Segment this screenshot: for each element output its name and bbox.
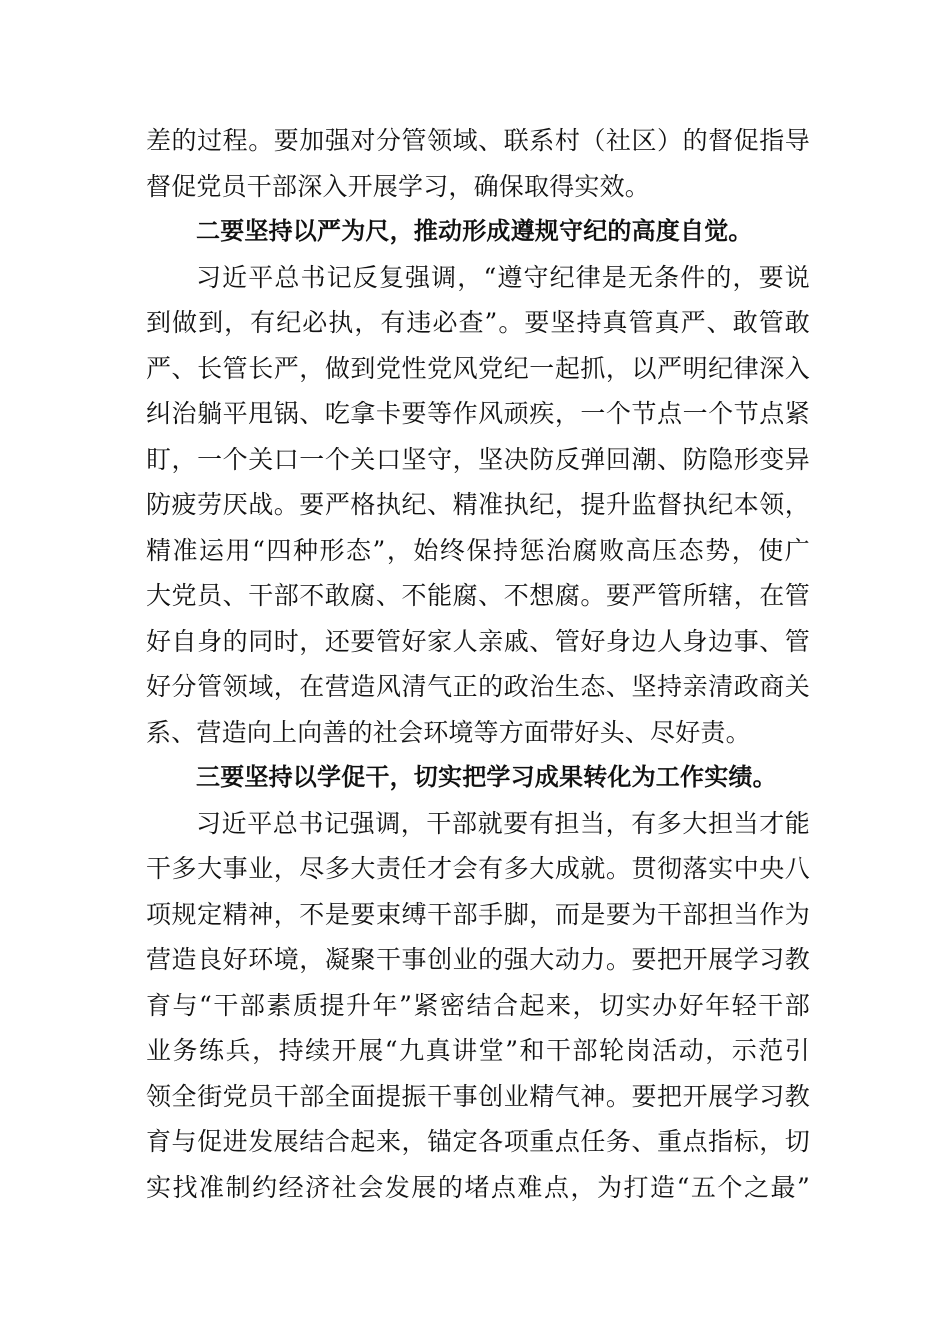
text-line: 领全街党员干部全面提振干事创业精气神。要把开展学习教 — [146, 1081, 810, 1111]
text-line: 好自身的同时，还要管好家人亲戚、管好身边人身边事、管 — [146, 626, 810, 656]
text-line: 育与“干部素质提升年”紧密结合起来，切实办好年轻干部 — [146, 990, 810, 1020]
paragraph-discipline — [146, 255, 810, 756]
text-line: 育与促进发展结合起来，锚定各项重点任务、重点指标，切 — [146, 1127, 810, 1156]
text-line: 纠治躺平甩锅、吃拿卡要等作风顽疾，一个节点一个节点紧 — [146, 399, 810, 428]
text-line: 防疲劳厌战。要严格执纪、精准执纪，提升监督执纪本领， — [146, 490, 810, 519]
text-line: 到做到，有纪必执，有违必查”。要坚持真管真严、敢管敢 — [146, 308, 810, 337]
text-line: 项规定精神，不是要束缚干部手脚，而是要为干部担当作为 — [146, 899, 810, 929]
text-line: 大党员、干部不敢腐、不能腐、不想腐。要严管所辖，在管 — [146, 581, 810, 610]
section-heading-2 — [146, 209, 810, 255]
heading-line: 二要坚持以严为尺，推动形成遵规守纪的高度自觉。 — [196, 217, 753, 245]
text-line: 严、长管长严，做到党性党风党纪一起抓，以严明纪律深入 — [146, 353, 810, 383]
text-line: 精准运用“四种形态”，始终保持惩治腐败高压态势，使广 — [146, 535, 810, 565]
text-line: 习近平总书记反复强调，“遵守纪律是无条件的，要说 — [196, 262, 810, 292]
paragraph-learning — [146, 801, 810, 1211]
text-line: 系、营造向上向善的社会环境等方面带好头、尽好责。 — [146, 717, 751, 747]
text-line: 营造良好环境，凝聚干事创业的强大动力。要把开展学习教 — [146, 945, 810, 974]
section-heading-3 — [146, 755, 810, 801]
text-line: 实找准制约经济社会发展的堵点难点，为打造“五个之最” — [146, 1172, 810, 1202]
text-line: 干多大事业，尽多大责任才会有多大成就。贯彻落实中央八 — [146, 854, 810, 883]
text-line: 好分管领域，在营造风清气正的政治生态、坚持亲清政商关 — [146, 672, 810, 701]
text-line: 习近平总书记强调，干部就要有担当，有多大担当才能 — [196, 808, 810, 838]
text-line: 差的过程。要加强对分管领域、联系村（社区）的督促指导 — [146, 126, 810, 155]
document-page — [146, 118, 810, 1210]
text-line: 督促党员干部深入开展学习，确保取得实效。 — [146, 171, 651, 201]
paragraph-continued — [146, 118, 810, 209]
text-line: 盯，一个关口一个关口坚守，坚决防反弹回潮、防隐形变异 — [146, 444, 810, 474]
text-line: 业务练兵，持续开展“九真讲堂”和干部轮岗活动，示范引 — [146, 1036, 810, 1065]
heading-line: 三要坚持以学促干，切实把学习成果转化为工作实绩。 — [196, 763, 777, 791]
